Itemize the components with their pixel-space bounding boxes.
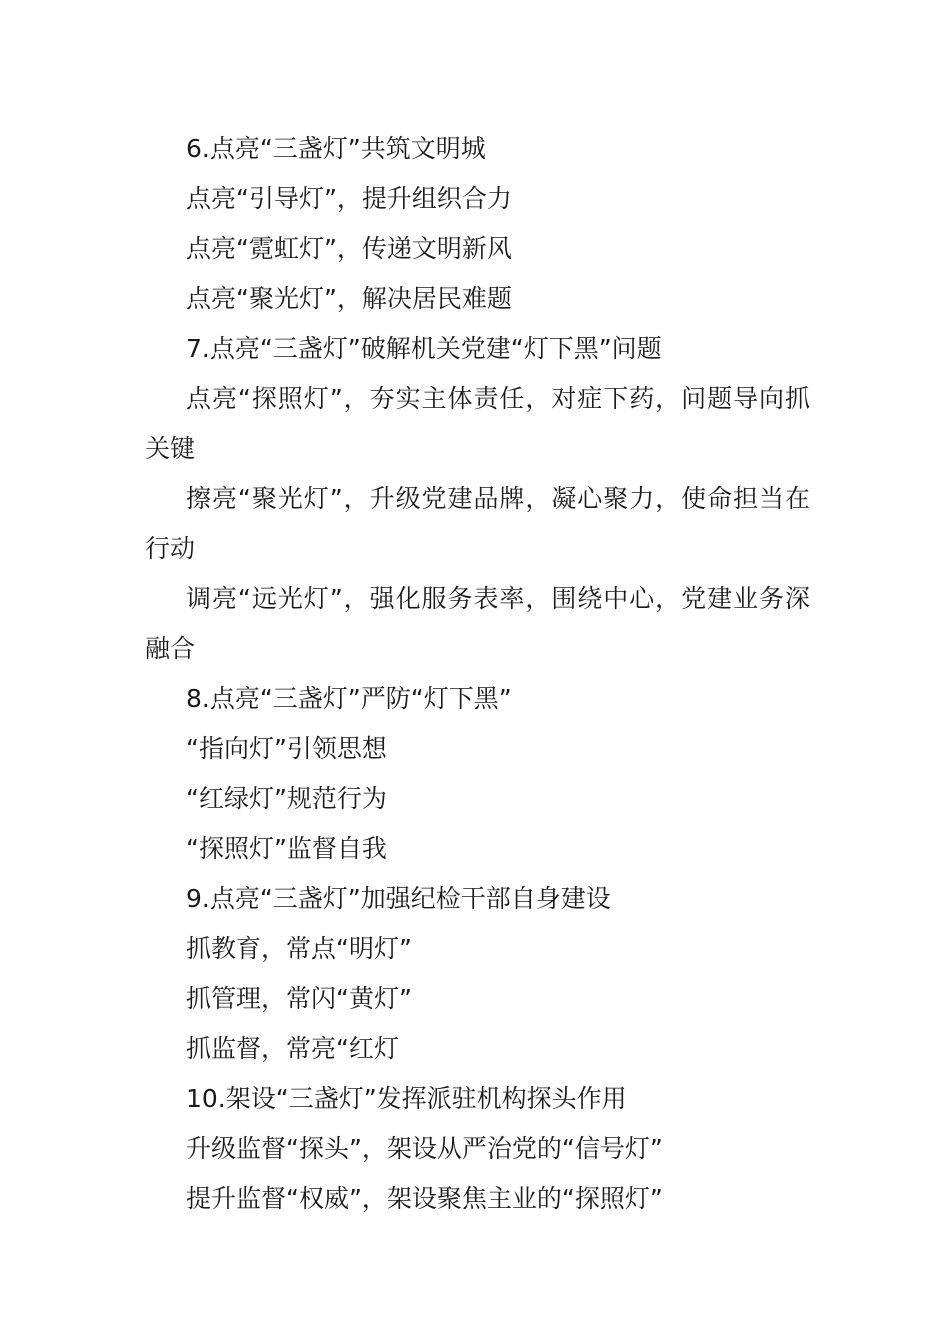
list-item: 升级监督“探头”，架设从严治党的“信号灯” [186, 1134, 663, 1163]
list-item: 擦亮“聚光灯”，升级党建品牌，凝心聚力，使命担当在行动 [145, 484, 810, 563]
list-item: 提升监督“权威”，架设聚焦主业的“探照灯” [186, 1184, 663, 1213]
list-item: 调亮“远光灯”，强化服务表率，围绕中心，党建业务深融合 [145, 584, 810, 663]
section-heading: 6.点亮“三盏灯”共筑文明城 [186, 134, 486, 163]
list-item: 点亮“引导灯”，提升组织合力 [186, 184, 512, 213]
list-item: “指向灯”引领思想 [186, 734, 387, 763]
section-heading: 9.点亮“三盏灯”加强纪检干部自身建设 [186, 884, 611, 913]
list-item: “探照灯”监督自我 [186, 834, 387, 863]
list-item: 点亮“探照灯”，夯实主体责任，对症下药，问题导向抓关键 [145, 384, 810, 463]
list-item: 点亮“聚光灯”，解决居民难题 [186, 284, 512, 313]
list-item: “红绿灯”规范行为 [186, 784, 387, 813]
section-heading: 8.点亮“三盏灯”严防“灯下黑” [186, 684, 512, 713]
list-item: 抓监督，常亮“红灯 [186, 1034, 399, 1063]
document-body [145, 124, 810, 1224]
list-item: 抓管理，常闪“黄灯” [186, 984, 412, 1013]
list-item: 抓教育，常点“明灯” [186, 934, 412, 963]
list-item: 点亮“霓虹灯”，传递文明新风 [186, 234, 512, 263]
section-heading: 7.点亮“三盏灯”破解机关党建“灯下黑”问题 [186, 334, 662, 363]
section-heading: 10.架设“三盏灯”发挥派驻机构探头作用 [186, 1084, 627, 1113]
